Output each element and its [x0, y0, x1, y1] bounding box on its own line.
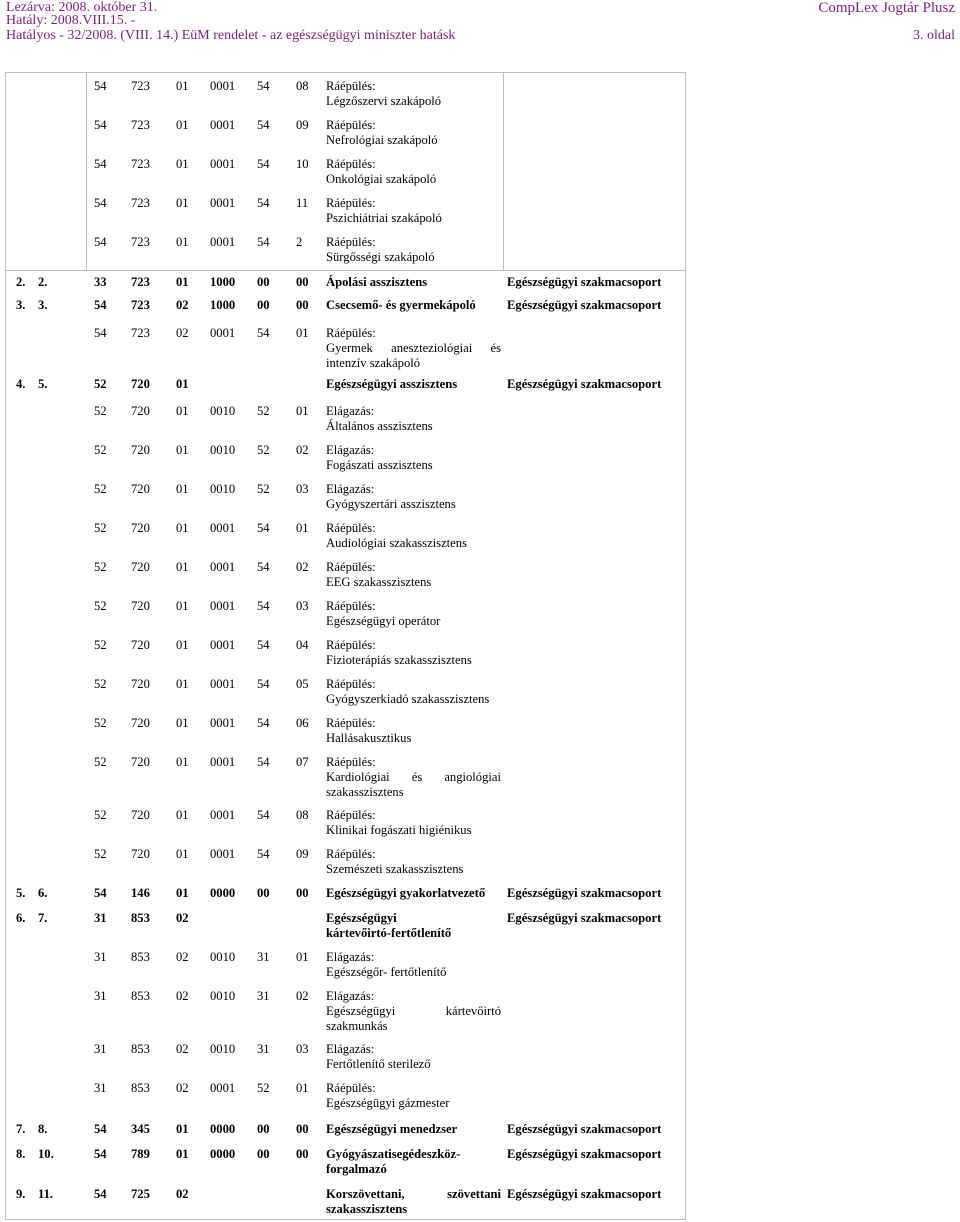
code-part: 54	[257, 638, 270, 652]
code-part: 52	[257, 443, 270, 457]
sector-group: Egészségügyi szakmacsoport	[507, 1147, 662, 1161]
row-index: 4.	[16, 377, 26, 391]
code-part: 0001	[210, 599, 236, 613]
sector-group: Egészségügyi szakmacsoport	[507, 886, 662, 900]
qualification-name: Elágazás: Egészségőr- fertőtlenítő	[326, 950, 447, 979]
code-part: 52	[94, 443, 107, 457]
code-part: 08	[296, 79, 309, 93]
code-part: 723	[131, 235, 150, 249]
code-part: 01	[296, 950, 309, 964]
code-part: 01	[176, 443, 189, 457]
qualification-name: Elágazás: Fertőtlenítő sterilező	[326, 1042, 431, 1071]
code-part: 723	[131, 157, 150, 171]
code-part: 01	[176, 79, 189, 93]
code-part: 01	[176, 377, 189, 391]
code-part: 720	[131, 755, 150, 769]
code-part: 09	[296, 847, 309, 861]
code-part: 1000	[210, 298, 236, 312]
code-part: 0001	[210, 755, 236, 769]
code-part: 00	[296, 298, 309, 312]
code-part: 01	[176, 521, 189, 535]
code-part: 02	[176, 1187, 189, 1201]
code-part: 54	[257, 521, 270, 535]
row-number: 2.	[38, 275, 48, 289]
code-part: 0001	[210, 118, 236, 132]
code-part: 0000	[210, 886, 236, 900]
qualification-name: Ráépülés: Hallásakusztikus	[326, 716, 412, 745]
code-part: 0001	[210, 716, 236, 730]
sector-group: Egészségügyi szakmacsoport	[507, 1122, 662, 1136]
row-index: 3.	[16, 298, 26, 312]
code-part: 00	[296, 1147, 309, 1161]
code-part: 54	[257, 599, 270, 613]
code-part: 52	[257, 404, 270, 418]
code-part: 01	[176, 677, 189, 691]
code-part: 0001	[210, 1081, 236, 1095]
row-index: 7.	[16, 1122, 26, 1136]
code-part: 725	[131, 1187, 150, 1201]
code-part: 06	[296, 716, 309, 730]
qualification-name: Egészségügyi gyakorlatvezető	[326, 886, 486, 900]
qualification-name: Ápolási asszisztens	[326, 275, 428, 289]
code-part: 54	[257, 326, 270, 340]
qualification-name: Ráépülés: Nefrológiai szakápoló	[326, 118, 438, 147]
row-index: 5.	[16, 886, 26, 900]
code-part: 52	[257, 482, 270, 496]
code-part: 853	[131, 1042, 150, 1056]
page-number: 3. oldal	[913, 28, 955, 43]
code-part: 01	[176, 808, 189, 822]
qualification-name: Ráépülés: Onkológiai szakápoló	[326, 157, 437, 186]
qualification-name: Gyógyászatisegédeszköz- forgalmazó	[326, 1147, 461, 1176]
code-part: 02	[176, 326, 189, 340]
code-part: 54	[94, 1147, 107, 1161]
code-part: 723	[131, 275, 150, 289]
code-part: 54	[94, 235, 107, 249]
code-part: 0010	[210, 1042, 236, 1056]
code-part: 01	[176, 560, 189, 574]
code-part: 54	[94, 298, 107, 312]
qualification-name: Ráépülés: EEG szakasszisztens	[326, 560, 432, 589]
code-part: 00	[257, 275, 270, 289]
code-part: 720	[131, 560, 150, 574]
code-part: 54	[257, 79, 270, 93]
qualification-name: Egészségügyi kártevőirtó-fertőtlenítő	[326, 911, 452, 940]
code-part: 2	[296, 235, 303, 249]
code-part: 02	[176, 1042, 189, 1056]
code-part: 02	[176, 950, 189, 964]
qualification-name: Ráépülés: Légzőszervi szakápoló	[326, 79, 442, 108]
code-part: 31	[94, 1081, 107, 1095]
code-part: 853	[131, 911, 150, 925]
code-part: 02	[296, 989, 309, 1003]
code-part: 52	[257, 1081, 270, 1095]
code-part: 00	[257, 1122, 270, 1136]
code-part: 01	[176, 638, 189, 652]
qualification-name: Ráépülés: Pszichiátriai szakápoló	[326, 196, 442, 225]
code-part: 720	[131, 377, 150, 391]
code-part: 54	[257, 196, 270, 210]
code-part: 0001	[210, 808, 236, 822]
code-part: 54	[94, 326, 107, 340]
code-part: 52	[94, 521, 107, 535]
code-part: 0001	[210, 79, 236, 93]
code-part: 0001	[210, 847, 236, 861]
code-part: 720	[131, 716, 150, 730]
code-part: 31	[94, 911, 107, 925]
code-part: 720	[131, 521, 150, 535]
code-part: 720	[131, 482, 150, 496]
code-part: 01	[296, 521, 309, 535]
code-part: 52	[94, 755, 107, 769]
code-part: 720	[131, 599, 150, 613]
row-number: 7.	[38, 911, 48, 925]
code-part: 01	[176, 1122, 189, 1136]
effective-regulation: Hatályos - 32/2008. (VIII. 14.) EüM rendelet - az egészségügyi miniszter hatásk	[6, 28, 456, 43]
row-number: 3.	[38, 298, 48, 312]
code-part: 31	[257, 989, 270, 1003]
row-index: 2.	[16, 275, 26, 289]
code-part: 08	[296, 808, 309, 822]
row-number: 8.	[38, 1122, 48, 1136]
code-part: 02	[176, 1081, 189, 1095]
qualification-name: Ráépülés: Gyógyszerkiadó szakasszisztens	[326, 677, 490, 706]
qualification-name: Ráépülés: Sürgősségi szakápoló	[326, 235, 435, 264]
code-part: 01	[176, 886, 189, 900]
qualification-name: Ráépülés: Gyermek aneszteziológiai és intenzív szakápoló	[326, 326, 501, 370]
code-part: 54	[257, 235, 270, 249]
row-number: 5.	[38, 377, 48, 391]
effect-date: Hatály: 2008.VIII.15. -	[6, 13, 136, 28]
code-part: 54	[257, 755, 270, 769]
code-part: 720	[131, 847, 150, 861]
code-part: 54	[94, 157, 107, 171]
row-number: 10.	[38, 1147, 54, 1161]
code-part: 02	[296, 560, 309, 574]
qualification-name: Ráépülés: Klinikai fogászati higiénikus	[326, 808, 472, 837]
code-part: 0001	[210, 638, 236, 652]
table-divider	[503, 72, 504, 270]
qualification-name: Ráépülés: Kardiológiai és angiológiai szakasszisztens	[326, 755, 501, 799]
sector-group: Egészségügyi szakmacsoport	[507, 911, 662, 925]
code-part: 789	[131, 1147, 150, 1161]
code-part: 00	[296, 275, 309, 289]
code-part: 0001	[210, 326, 236, 340]
code-part: 01	[176, 482, 189, 496]
code-part: 54	[94, 1122, 107, 1136]
closing-date: Lezárva: 2008. október 31.	[6, 0, 158, 15]
code-part: 52	[94, 482, 107, 496]
code-part: 52	[94, 404, 107, 418]
code-part: 01	[296, 1081, 309, 1095]
code-part: 52	[94, 677, 107, 691]
row-number: 11.	[38, 1187, 54, 1201]
code-part: 54	[257, 560, 270, 574]
code-part: 0001	[210, 157, 236, 171]
code-part: 54	[257, 118, 270, 132]
code-part: 720	[131, 677, 150, 691]
code-part: 31	[94, 989, 107, 1003]
code-part: 0010	[210, 482, 236, 496]
qualification-name: Ráépülés: Szemészeti szakasszisztens	[326, 847, 464, 876]
code-part: 54	[257, 716, 270, 730]
qualification-name: Csecsemő- és gyermekápoló	[326, 298, 476, 312]
code-part: 723	[131, 196, 150, 210]
row-index: 9.	[16, 1187, 26, 1201]
code-part: 01	[176, 235, 189, 249]
qualification-name: Korszövettani, szövettani szakasszisztens	[326, 1187, 501, 1216]
code-part: 00	[257, 886, 270, 900]
code-part: 720	[131, 404, 150, 418]
code-part: 01	[176, 275, 189, 289]
code-part: 720	[131, 638, 150, 652]
code-part: 01	[176, 1147, 189, 1161]
code-part: 0001	[210, 196, 236, 210]
sector-group: Egészségügyi szakmacsoport	[507, 377, 662, 391]
code-part: 54	[94, 118, 107, 132]
code-part: 0000	[210, 1147, 236, 1161]
code-part: 54	[257, 677, 270, 691]
code-part: 0001	[210, 677, 236, 691]
code-part: 723	[131, 298, 150, 312]
code-part: 04	[296, 638, 309, 652]
code-part: 853	[131, 950, 150, 964]
code-part: 01	[176, 118, 189, 132]
code-part: 0001	[210, 521, 236, 535]
code-part: 54	[257, 847, 270, 861]
code-part: 33	[94, 275, 107, 289]
code-part: 54	[257, 808, 270, 822]
brand-title: CompLex Jogtár Plusz	[818, 0, 955, 16]
sector-group: Egészségügyi szakmacsoport	[507, 298, 662, 312]
code-part: 52	[94, 716, 107, 730]
sector-group: Egészségügyi szakmacsoport	[507, 275, 662, 289]
code-part: 01	[296, 404, 309, 418]
code-part: 0010	[210, 443, 236, 457]
code-part: 02	[176, 298, 189, 312]
row-index: 8.	[16, 1147, 26, 1161]
code-part: 723	[131, 326, 150, 340]
code-part: 54	[94, 79, 107, 93]
table-divider	[86, 72, 87, 270]
code-part: 52	[94, 377, 107, 391]
row-index: 6.	[16, 911, 26, 925]
code-part: 03	[296, 599, 309, 613]
code-part: 10	[296, 157, 309, 171]
code-part: 01	[176, 755, 189, 769]
qualification-name: Ráépülés: Audiológiai szakasszisztens	[326, 521, 467, 550]
code-part: 05	[296, 677, 309, 691]
sector-group: Egészségügyi szakmacsoport	[507, 1187, 662, 1201]
code-part: 31	[257, 1042, 270, 1056]
code-part: 07	[296, 755, 309, 769]
code-part: 03	[296, 482, 309, 496]
code-part: 01	[176, 157, 189, 171]
code-part: 54	[94, 886, 107, 900]
code-part: 31	[257, 950, 270, 964]
code-part: 01	[296, 326, 309, 340]
code-part: 853	[131, 989, 150, 1003]
code-part: 720	[131, 808, 150, 822]
table-divider	[5, 270, 686, 271]
qualification-name: Elágazás: Egészségügyi kártevőirtó szakmunkás	[326, 989, 501, 1033]
code-part: 54	[94, 196, 107, 210]
code-part: 01	[176, 716, 189, 730]
row-number: 6.	[38, 886, 48, 900]
code-part: 1000	[210, 275, 236, 289]
code-part: 52	[94, 808, 107, 822]
code-part: 723	[131, 79, 150, 93]
code-part: 52	[94, 599, 107, 613]
code-part: 0001	[210, 560, 236, 574]
code-part: 345	[131, 1122, 150, 1136]
qualification-name: Ráépülés: Egészségügyi gázmester	[326, 1081, 450, 1110]
code-part: 02	[176, 989, 189, 1003]
code-part: 02	[176, 911, 189, 925]
code-part: 31	[94, 1042, 107, 1056]
code-part: 0001	[210, 235, 236, 249]
code-part: 0010	[210, 950, 236, 964]
code-part: 146	[131, 886, 150, 900]
code-part: 01	[176, 404, 189, 418]
qualification-name: Elágazás: Általános asszisztens	[326, 404, 433, 433]
code-part: 00	[296, 1122, 309, 1136]
code-part: 52	[94, 847, 107, 861]
qualification-name: Ráépülés: Fizioterápiás szakasszisztens	[326, 638, 472, 667]
code-part: 0000	[210, 1122, 236, 1136]
code-part: 00	[296, 886, 309, 900]
code-part: 01	[176, 196, 189, 210]
code-part: 853	[131, 1081, 150, 1095]
qualification-name: Elágazás: Gyógyszertári asszisztens	[326, 482, 456, 511]
code-part: 54	[94, 1187, 107, 1201]
code-part: 54	[257, 157, 270, 171]
code-part: 0010	[210, 404, 236, 418]
code-part: 01	[176, 599, 189, 613]
code-part: 03	[296, 1042, 309, 1056]
qualification-name: Ráépülés: Egészségügyi operátor	[326, 599, 441, 628]
code-part: 723	[131, 118, 150, 132]
qualification-name: Elágazás: Fogászati asszisztens	[326, 443, 433, 472]
code-part: 02	[296, 443, 309, 457]
code-part: 720	[131, 443, 150, 457]
qualification-name: Egészségügyi asszisztens	[326, 377, 458, 391]
code-part: 00	[257, 298, 270, 312]
code-part: 09	[296, 118, 309, 132]
code-part: 00	[257, 1147, 270, 1161]
code-part: 0010	[210, 989, 236, 1003]
qualification-name: Egészségügyi menedzser	[326, 1122, 458, 1136]
code-part: 31	[94, 950, 107, 964]
code-part: 52	[94, 638, 107, 652]
code-part: 01	[176, 847, 189, 861]
code-part: 52	[94, 560, 107, 574]
document-header	[0, 0, 960, 44]
code-part: 11	[296, 196, 309, 210]
